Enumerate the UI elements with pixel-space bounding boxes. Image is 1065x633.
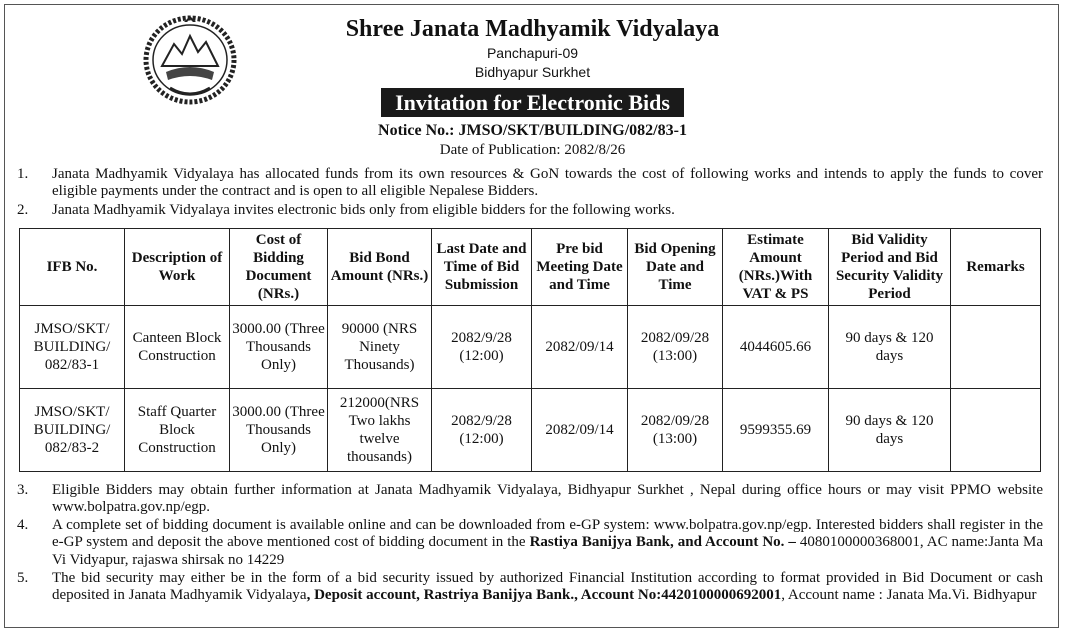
ifb-number-cell: JMSO/SKT/ BUILDING/ 082/83-1 [20, 306, 125, 389]
column-header: Remarks [951, 229, 1041, 306]
publication-label: Date of Publication: [439, 142, 561, 158]
last-date-cell: 2082/9/28 (12:00) [432, 306, 532, 389]
paragraph-1 [17, 166, 1043, 201]
notice-label: Notice No.: [378, 122, 455, 139]
publication-date: 2082/8/26 [564, 142, 626, 158]
estimate-cell: 9599355.69 [723, 389, 829, 472]
description-cell: Staff Quarter Block Construction [125, 389, 230, 472]
bid-bond-cell: 212000(NRS Two lakhs twelve thousands) [328, 389, 432, 472]
address-line-1: Panchapuri-09 [486, 45, 579, 61]
paragraph-text-part: , Account name : Janata Ma.Vi. Bidhyapur [781, 587, 1037, 604]
bid-bond-cell: 90000 (NRS Ninety Thousands) [328, 306, 432, 389]
deposit-account-emphasis: , Deposit account, Rastriya Banijya Bank., Account No:4420100000692001 [306, 587, 782, 604]
column-header: Bid Validity Period and Bid Security Validity Period [829, 229, 951, 306]
paragraph-number: 3. [17, 482, 29, 498]
table-row [20, 306, 1041, 389]
paragraph-text-part: The bid security may either be in the form of a bid security issued by authorized Financial Institution according to format provided in Bid Document or cash deposited in Janata Madhyamik Vidyalaya [52, 570, 1043, 604]
table-row [20, 389, 1041, 472]
document-header [0, 14, 1065, 159]
school-name: Shree Janata Madhyamik Vidyalaya [345, 16, 720, 42]
ifb-number-cell: JMSO/SKT/ BUILDING/ 082/83-2 [20, 389, 125, 472]
description-cell: Canteen Block Construction [125, 306, 230, 389]
paragraph-number: 5. [17, 570, 29, 586]
opening-date-cell: 2082/09/28 (13:00) [628, 306, 723, 389]
remarks-cell [951, 389, 1041, 472]
paragraph-text [52, 570, 1043, 605]
table-header-row [20, 229, 1041, 306]
paragraph-number: 4. [17, 517, 29, 533]
validity-cell: 90 days & 120 days [829, 306, 951, 389]
paragraph-3 [17, 482, 1043, 517]
notice-title: Invitation for Electronic Bids [381, 88, 684, 117]
paragraph-number: 2. [17, 202, 29, 218]
estimate-cell: 4044605.66 [723, 306, 829, 389]
bank-account-emphasis: Rastiya Banijya Bank, and Account No. – [529, 534, 796, 551]
remarks-cell [951, 306, 1041, 389]
cost-cell: 3000.00 (Three Thousands Only) [230, 306, 328, 389]
column-header: Pre bid Meeting Date and Time [532, 229, 628, 306]
opening-date-cell: 2082/09/28 (13:00) [628, 389, 723, 472]
column-header: Description of Work [125, 229, 230, 306]
prebid-date-cell: 2082/09/14 [532, 389, 628, 472]
notice-number: JMSO/SKT/BUILDING/082/83-1 [458, 122, 687, 139]
last-date-cell: 2082/9/28 (12:00) [432, 389, 532, 472]
bids-table [19, 228, 1041, 472]
paragraph-text [52, 517, 1043, 569]
paragraph-number: 1. [17, 166, 29, 182]
column-header: IFB No. [20, 229, 125, 306]
prebid-date-cell: 2082/09/14 [532, 306, 628, 389]
paragraph-text-part: 4080100000368001, AC name:Janta Ma Vi Vidyapur, rajaswa shirsak no 14229 [52, 534, 1043, 568]
cost-cell: 3000.00 (Three Thousands Only) [230, 389, 328, 472]
paragraph-text: Janata Madhyamik Vidyalaya has allocated funds from its own resources & GoN towards the cost of following works and intends to apply the funds to cover eligible payments under the contract and is open to all eligible Nepalese Bidders. [52, 166, 1043, 200]
address-line-2: Bidhyapur Surkhet [474, 64, 591, 80]
column-header: Last Date and Time of Bid Submission [432, 229, 532, 306]
column-header: Estimate Amount (NRs.)With VAT & PS [723, 229, 829, 306]
notice-number-line [0, 121, 1065, 141]
column-header: Bid Bond Amount (NRs.) [328, 229, 432, 306]
validity-cell: 90 days & 120 days [829, 389, 951, 472]
paragraph-4 [17, 517, 1043, 569]
paragraph-text: Janata Madhyamik Vidyalaya invites electronic bids only from eligible bidders for the following works. [52, 202, 675, 218]
paragraph-2 [17, 202, 1043, 219]
publication-date-line [0, 141, 1065, 159]
column-header: Bid Opening Date and Time [628, 229, 723, 306]
column-header: Cost of Bidding Document (NRs.) [230, 229, 328, 306]
paragraph-text: Eligible Bidders may obtain further information at Janata Madhyamik Vidyalaya, Bidhyapur Surkhet , Nepal during office hours or may visit PPMO website www.bolpatra.gov.np/egp. [52, 482, 1043, 516]
paragraph-5 [17, 570, 1043, 605]
paragraph-text-part: A complete set of bidding document is available online and can be downloaded from e-GP system: www.bolpatra.gov.np/egp. Interested bidders shall register in the e-GP system and deposit the above mentioned cost of bidding document in the [52, 517, 1043, 551]
